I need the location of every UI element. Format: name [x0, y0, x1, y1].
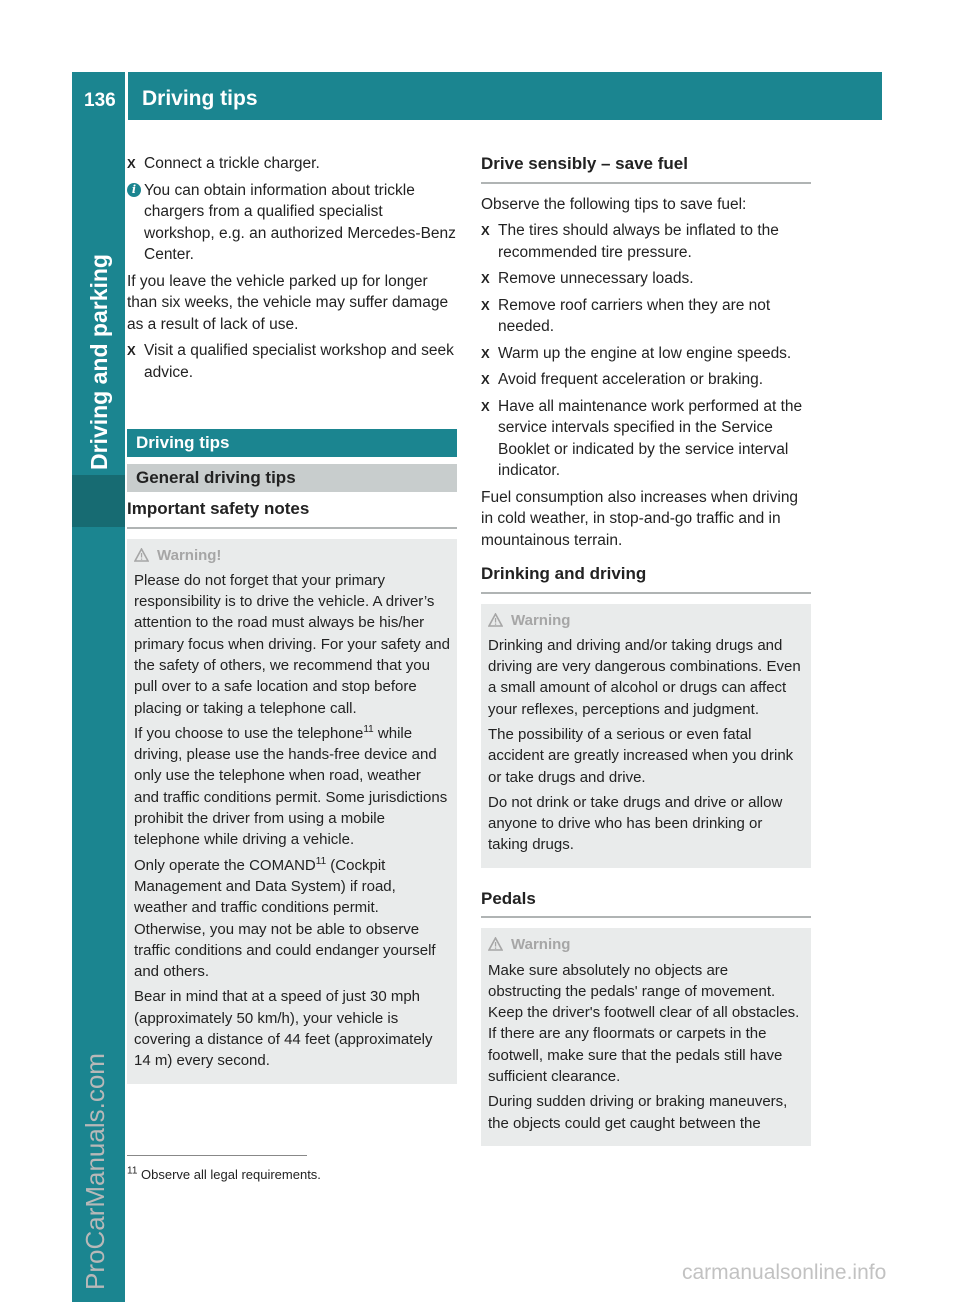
warning-icon: [488, 613, 503, 627]
page-number: 136: [84, 90, 116, 111]
step-item: X Warm up the engine at low engine speeds.: [481, 343, 811, 365]
footnote-rule: [127, 1155, 307, 1156]
step-arrow-icon: X: [481, 223, 490, 238]
footnote: $^{11}$ Observe all legal requirements.: [127, 1165, 321, 1182]
header-divider: [125, 72, 128, 120]
warning-paragraph: Bear in mind that at a speed of just 30 mph (approximately 50 km/h), your vehicle is covering a distance of 44 feet (approximately 14 m) every second.: [134, 988, 433, 1070]
warning-box-drinking: [481, 604, 811, 868]
warning-title: Warning: [488, 610, 804, 631]
bottom-watermark: carmanualsonline.info: [682, 1261, 887, 1284]
intro-paragraph: Observe the following tips to save fuel:: [481, 195, 747, 213]
warning-paragraph: Drinking and driving and/or taking drugs and driving are very dangerous combinations. Even a small amount of alcohol or drugs can affect your reflexes, perceptions and judgment.: [488, 636, 801, 718]
warning-paragraph: The possibility of a serious or even fatal accident are greatly increased when you drink or take drugs and drive.: [488, 725, 794, 786]
warning-title: Warning: [488, 934, 804, 955]
info-note: i You can obtain information about trickle chargers from a qualified specialist workshop, e.g. an authorized Mercedes-Benz Center.: [127, 180, 457, 266]
step-visit-workshop: X Visit a qualified specialist workshop and seek advice.: [127, 342, 454, 381]
heading-pedals: Pedals: [481, 888, 811, 919]
warning-paragraph: Only operate the COMAND$^{11}$ (Cockpit Management and Data System) if road, weather and traffic conditions permit. Otherwise, you may not be able to observe traffic conditions and could endanger yourself and others.: [134, 855, 436, 981]
paragraph-fuel-consumption: Fuel consumption also increases when driving in cold weather, in stop-and-go traffic and in mountainous terrain.: [481, 488, 799, 549]
step-item: X Remove roof carriers when they are not needed.: [481, 296, 771, 335]
step-arrow-icon: X: [127, 156, 136, 171]
step-arrow-icon: X: [481, 372, 490, 387]
warning-box: [127, 539, 457, 1084]
warning-paragraph: Please do not forget that your primary responsibility is to drive the vehicle. A driver’s attention to the road must always be his/her primary focus when driving. For your safety and the safety of others, we recommend that you pull over to a safe location and stop before placing or taking a telephone call.: [134, 571, 450, 717]
side-tab-label: Driving and parking: [86, 254, 112, 470]
paragraph-parked: If you leave the vehicle parked up for longer than six weeks, the vehicle may suffer damage as a result of lack of use.: [127, 272, 449, 333]
step-arrow-icon: X: [481, 297, 490, 313]
heading-safety-notes: Important safety notes: [127, 498, 457, 529]
step-arrow-icon: X: [127, 343, 136, 358]
warning-title: Warning!: [134, 545, 450, 566]
step-arrow-icon: X: [481, 398, 490, 414]
heading-save-fuel: Drive sensibly – save fuel: [481, 153, 811, 184]
right-column: [481, 153, 811, 1146]
step-item: X The tires should always be inflated to the recommended tire pressure.: [481, 222, 779, 261]
step-item: X Avoid frequent acceleration or braking.: [481, 369, 811, 391]
left-column: [127, 153, 457, 1084]
step-connect-charger: X Connect a trickle charger.: [127, 153, 457, 175]
warning-icon: [488, 937, 503, 951]
footnote-ref: 11: [363, 723, 374, 735]
warning-box-pedals: [481, 928, 811, 1146]
side-watermark: ProCarManuals.com: [80, 1053, 110, 1290]
warning-paragraph: During sudden driving or braking maneuvers, the objects could get caught between the: [488, 1093, 788, 1132]
subsection-title: General driving tips: [127, 464, 457, 492]
page-title: Driving tips: [142, 87, 258, 110]
step-arrow-icon: X: [481, 345, 490, 361]
step-item: X Have all maintenance work performed at the service intervals specified in the Service Booklet or indicated by the service interval indicator.: [481, 397, 803, 479]
warning-paragraph: If you choose to use the telephone$^{11}$ while driving, please use the hands-free device and only use the telephone when road, weather and traffic conditions permit. Some jurisdictions prohibit the driver from using a mobile telephone while driving a vehicle.: [134, 723, 448, 849]
info-icon: i: [127, 183, 141, 197]
warning-paragraph: Do not drink or take drugs and drive or allow anyone to drive who has been drinking or taking drugs.: [488, 793, 783, 854]
heading-drinking-driving: Drinking and driving: [481, 563, 811, 594]
warning-icon: [134, 548, 149, 562]
section-title: Driving tips: [127, 429, 457, 457]
step-arrow-icon: X: [481, 271, 490, 286]
step-item: X Remove unnecessary loads.: [481, 268, 811, 290]
footnote-ref: 11: [315, 855, 327, 867]
side-tab-marker: [72, 475, 125, 527]
warning-paragraph: Make sure absolutely no objects are obstructing the pedals' range of movement. Keep the driver's footwell clear of all obstacles. If there are any floormats or carpets in the footwell, make sure that the pedals still have sufficient clearance.: [488, 961, 800, 1086]
footnote-number: 11: [127, 1165, 138, 1177]
